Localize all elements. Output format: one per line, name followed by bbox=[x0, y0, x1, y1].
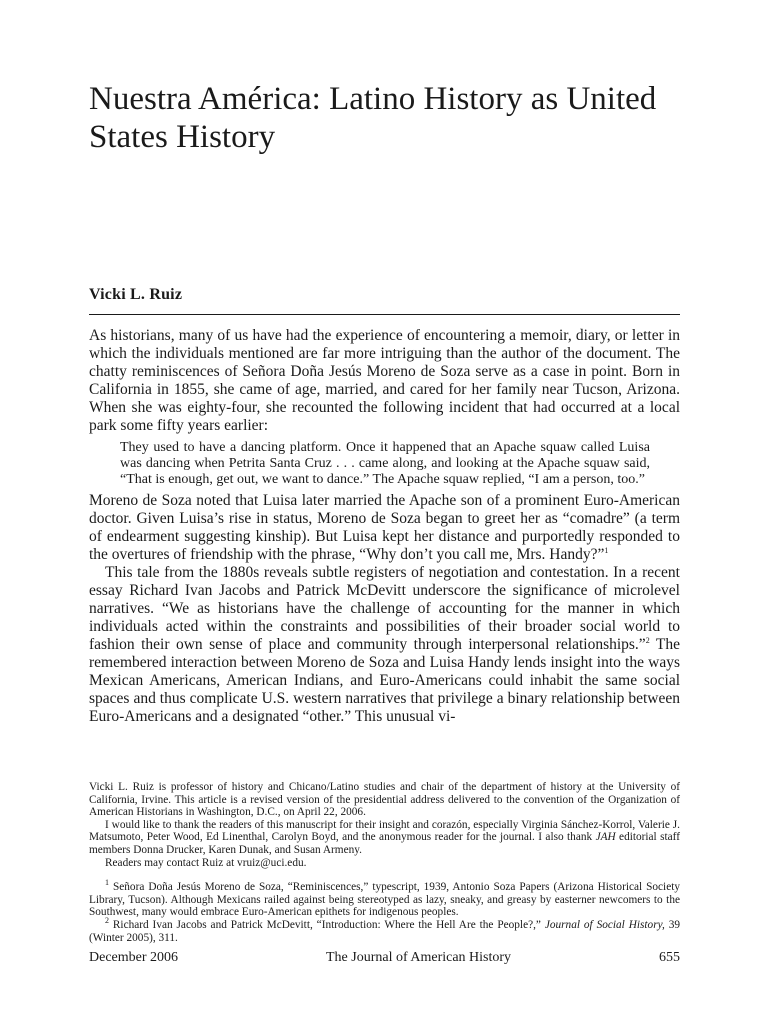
body-paragraph-3-text-a: This tale from the 1880s reveals subtle registers of negotiation and contestation. In a recent essay Richard Ivan Jacobs and Patrick McDevitt underscore the significance of microlevel narratives. “We as historians have the challenge of accounting for the manner in which individuals acted within the constraints and possibilities of their broader social world to fashion their own sense of place and community through interpersonal relationships.” bbox=[89, 564, 680, 653]
footer-date: December 2006 bbox=[89, 950, 179, 965]
acknowledgments-text-b: editorial staff members Donna Drucker, Karen Dunak, and Susan Armeny. bbox=[89, 831, 680, 856]
footnote-2-text-a: Richard Ivan Jacobs and Patrick McDevitt, “Introduction: Where the Hell Are the People?,” bbox=[109, 918, 545, 931]
acknowledgments-text-a: I would like to thank the readers of this manuscript for their insight and corazón, especially Virginia Sánchez-Korrol, Valerie J. Matsumoto, Peter Wood, Ed Linenthal, Carolyn Boyd, and the anonymous reader for the journal. I also thank bbox=[89, 818, 680, 844]
article-body bbox=[89, 327, 680, 726]
body-paragraph-3-text-b: The remembered interaction between Moreno de Soza and Luisa Handy lends insight into the ways Mexican Americans, American Indians, and Euro-Americans could inhabit the same social spaces and thus complicate U.S. western narratives that privilege a binary relationship between Euro-Americans and a designated “other.” This unusual vi- bbox=[89, 636, 680, 725]
article-author: Vicki L. Ruiz bbox=[89, 286, 183, 303]
author-bio-note: Vicki L. Ruiz is professor of history and Chicano/Latino studies and chair of the department of history at the University of California, Irvine. This article is a revised version of the presidential address delivered to the convention of the Organization of American Historians in Washington, D.C., on April 22, 2006. bbox=[89, 781, 680, 819]
contact-note: Readers may contact Ruiz at vruiz@uci.edu. bbox=[105, 856, 307, 869]
body-paragraph-3 bbox=[89, 564, 680, 726]
footnote-1 bbox=[89, 878, 680, 919]
footnote-1-text: Señora Doña Jesús Moreno de Soza, “Reminiscences,” typescript, 1939, Antonio Soza Papers (Arizona Historical Society Library, Tucson). Although Mexicans railed against being stereotyped as lazy, sneaky, and greasy by easterner newcomers to the Southwest, many would embrace Euro-American epithets for indigenous peoples. bbox=[89, 881, 680, 919]
jah-abbreviation: JAH bbox=[595, 831, 616, 844]
footnotes bbox=[89, 781, 680, 944]
article-title: Nuestra América: Latino History as United States History bbox=[89, 81, 657, 155]
footnote-2-number: 2 bbox=[105, 916, 109, 926]
footnote-2-journal: Journal of Social History, bbox=[544, 918, 665, 931]
page-footer bbox=[89, 950, 680, 966]
footnote-2 bbox=[89, 916, 681, 944]
author-divider bbox=[89, 314, 680, 315]
acknowledgments-note bbox=[89, 819, 680, 857]
footnote-2-text-b: 39 (Winter 2005), 311. bbox=[89, 918, 681, 944]
footnote-1-number: 1 bbox=[105, 878, 109, 888]
footnote-ref-1[interactable]: 1 bbox=[604, 545, 609, 555]
body-paragraph-1: As historians, many of us have had the experience of encountering a memoir, diary, or letter in which the individuals mentioned are far more intriguing than the author of the document. The chatty reminiscences of Señora Doña Jesús Moreno de Soza serve as a case in point. Born in California in 1855, she came of age, married, and cared for her family near Tucson, Arizona. When she was eighty-four, she recounted the following incident that had occurred at a local park some fifty years earlier: bbox=[89, 327, 680, 434]
footer-page-number: 655 bbox=[659, 950, 680, 965]
body-paragraph-2 bbox=[89, 492, 680, 564]
footnote-ref-2[interactable]: 2 bbox=[645, 635, 650, 645]
body-paragraph-2-text: Moreno de Soza noted that Luisa later married the Apache son of a prominent Euro-American doctor. Given Luisa’s rise in status, Moreno de Soza began to greet her as “comadre” (a term of endearment suggesting kinship). But Luisa kept her distance and purportedly responded to the overtures of friendship with the phrase, “Why don’t you call me, Mrs. Handy?” bbox=[89, 492, 680, 563]
footer-journal-name: The Journal of American History bbox=[325, 950, 512, 965]
block-quote: They used to have a dancing platform. Once it happened that an Apache squaw called Luisa was dancing when Petrita Santa Cruz . . . came along, and looking at the Apache squaw said, “That is enough, get out, we want to dance.” The Apache squaw replied, “I am a person, too.” bbox=[120, 440, 650, 487]
